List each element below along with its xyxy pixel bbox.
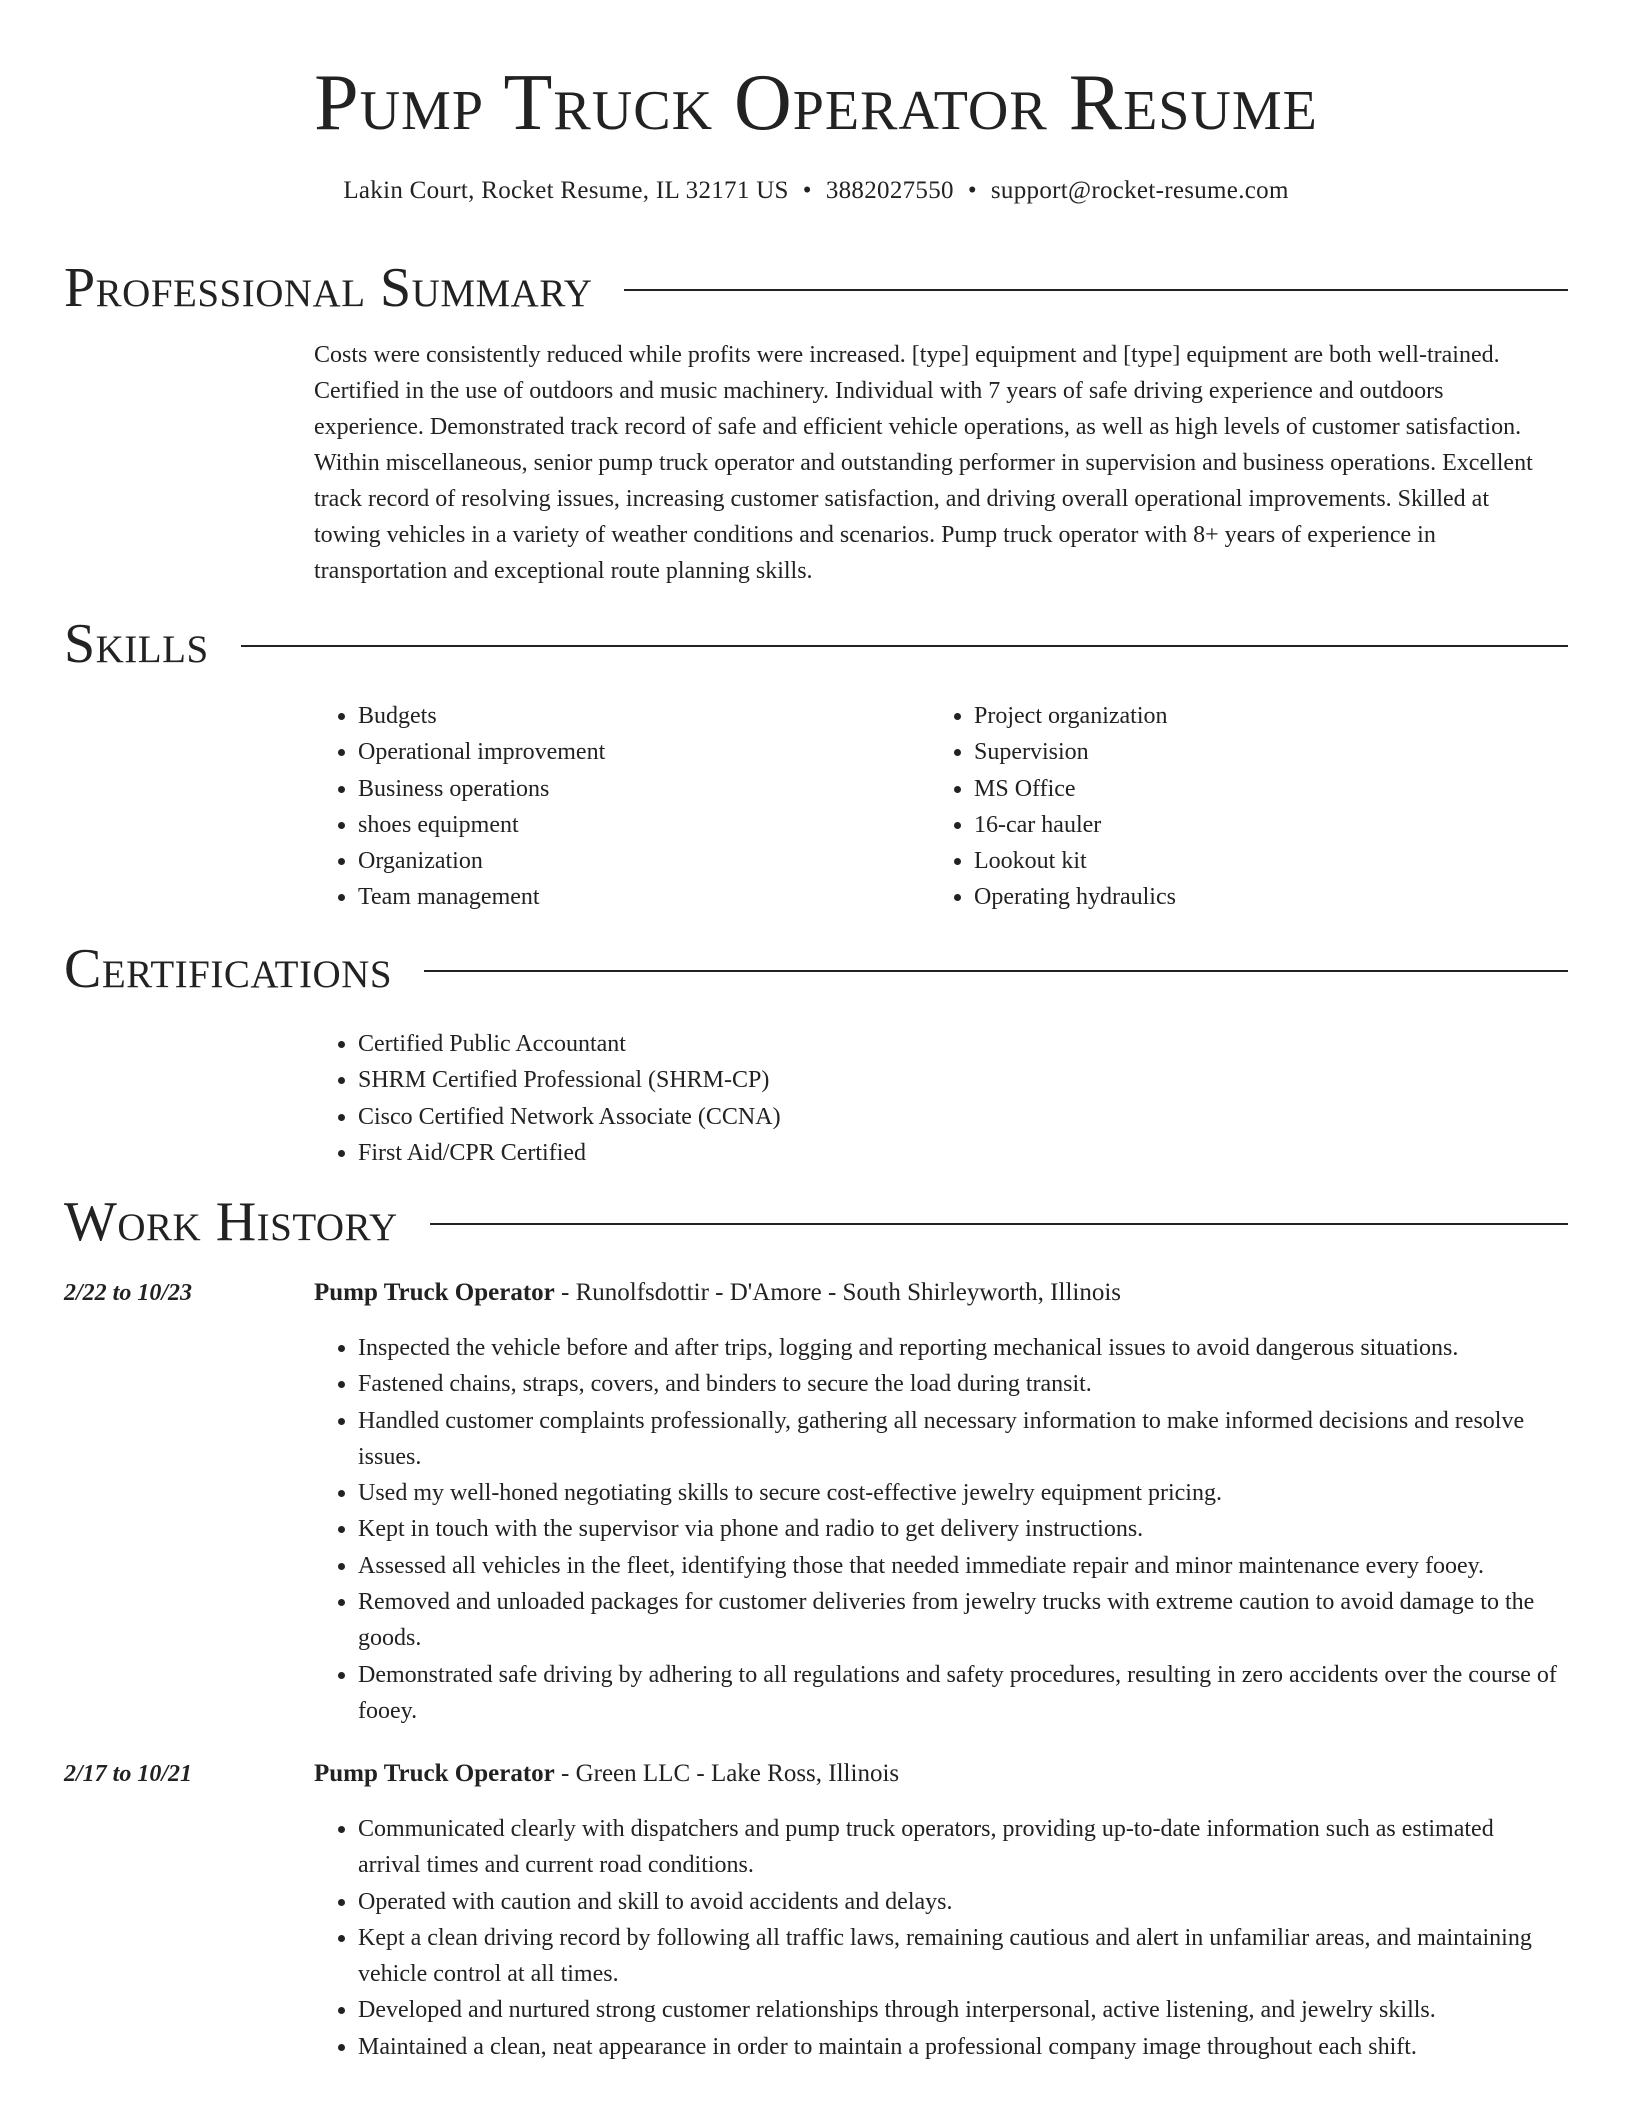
contact-line	[0, 174, 1632, 208]
section-title-summary: Professional Summary	[64, 257, 593, 319]
job-duties	[314, 1811, 1559, 2065]
job-employer-location: - Runolfsdottir - D'Amore - South Shirleyworth, Illinois	[554, 1279, 1122, 1306]
section-divider	[624, 289, 1568, 291]
certification-item: • SHRM Certified Professional (SHRM-CP)	[358, 1062, 1314, 1098]
skill-item: • Budgets	[358, 698, 914, 734]
skill-item: • 16-car hauler	[974, 807, 1530, 843]
certification-item: • Cisco Certified Network Associate (CCNA)	[358, 1099, 1314, 1135]
section-title-skills: Skills	[64, 613, 209, 675]
job-duty-item: • Inspected the vehicle before and after trips, logging and reporting mechanical issues to avoid dangerous situations.	[358, 1330, 1559, 1366]
skill-item: • Supervision	[974, 734, 1530, 770]
contact-email: support@rocket-resume.com	[990, 177, 1289, 204]
section-header-summary	[64, 253, 1568, 323]
skill-item: • MS Office	[974, 771, 1530, 807]
summary-text: Costs were consistently reduced while profits were increased. [type] equipment and [type] equipment are both well-trained. Certified in the use of outdoors and music machinery. Individual with 7 years of safe driving experience and outdoors experience. Demonstrated track record of safe and efficient vehicle operations, as well as high levels of customer satisfaction. Within miscellaneous, senior pump truck operator and outstanding performer in supervision and business operations. Excellent track record of resolving issues, increasing customer satisfaction, and driving overall operational improvements. Skilled at towing vehicles in a variety of weather conditions and scenarios. Pump truck operator with 8+ years of experience in transportation and exceptional route planning skills.	[314, 342, 1533, 584]
skills-column-right	[930, 698, 1530, 916]
resume-title: Pump Truck Operator Resume	[314, 59, 1318, 147]
contact-phone: 3882027550	[825, 177, 954, 204]
contact-address: Lakin Court, Rocket Resume, IL 32171 US	[343, 177, 789, 204]
section-title-certifications: Certifications	[64, 938, 393, 1000]
contact-separator: •	[802, 177, 812, 204]
job-duty-item: • Maintained a clean, neat appearance in order to maintain a professional company image throughout each shift.	[358, 2029, 1559, 2065]
job-duty-item: • Fastened chains, straps, covers, and binders to secure the load during transit.	[358, 1366, 1559, 1402]
job-employer-location: - Green LLC - Lake Ross, Illinois	[554, 1760, 900, 1787]
section-divider	[430, 1223, 1568, 1225]
job-dates: 2/22 to 10/23	[64, 1280, 193, 1306]
contact-separator: •	[967, 177, 977, 204]
skill-item: • Organization	[358, 843, 914, 879]
certification-item: • Certified Public Accountant	[358, 1026, 1314, 1062]
skill-item: • Operating hydraulics	[974, 879, 1530, 915]
skill-item: • Business operations	[358, 771, 914, 807]
job-duty-item: • Used my well-honed negotiating skills to secure cost-effective jewelry equipment pricing.	[358, 1475, 1559, 1511]
job-duty-item: • Demonstrated safe driving by adhering to all regulations and safety procedures, resulting in zero accidents over the course of fooey.	[358, 1657, 1559, 1730]
job-duty-item: • Handled customer complaints professionally, gathering all necessary information to make informed decisions and resolve issues.	[358, 1403, 1559, 1476]
skills-column-left	[314, 698, 914, 916]
job-title: Pump Truck Operator	[314, 1760, 555, 1787]
job-duties	[314, 1330, 1559, 1729]
job-duty-item: • Developed and nurtured strong customer relationships through interpersonal, active listening, and jewelry skills.	[358, 1992, 1559, 2028]
job-duty-item: • Removed and unloaded packages for customer deliveries from jewelry trucks with extreme caution to avoid damage to the goods.	[358, 1584, 1559, 1657]
certifications-list	[314, 1026, 1314, 1171]
skill-item: • Team management	[358, 879, 914, 915]
section-header-skills	[64, 609, 1568, 679]
job-heading	[314, 1757, 899, 1791]
job-duty-item: • Assessed all vehicles in the fleet, identifying those that needed immediate repair and minor maintenance every fooey.	[358, 1548, 1559, 1584]
job-duty-item: • Kept in touch with the supervisor via phone and radio to get delivery instructions.	[358, 1511, 1559, 1547]
certification-item: • First Aid/CPR Certified	[358, 1135, 1314, 1171]
job-duty-item: • Kept a clean driving record by following all traffic laws, remaining cautious and alert in unfamiliar areas, and maintaining vehicle control at all times.	[358, 1920, 1559, 1993]
section-divider	[241, 645, 1568, 647]
section-header-work-history	[64, 1187, 1568, 1257]
job-duty-item: • Operated with caution and skill to avoid accidents and delays.	[358, 1884, 1559, 1920]
job-heading	[314, 1276, 1121, 1310]
skill-item: • Operational improvement	[358, 734, 914, 770]
section-divider	[424, 970, 1568, 972]
skill-item: • shoes equipment	[358, 807, 914, 843]
section-title-work-history: Work History	[64, 1191, 398, 1253]
skill-item: • Lookout kit	[974, 843, 1530, 879]
job-duty-item: • Communicated clearly with dispatchers and pump truck operators, providing up-to-date information such as estimated arrival times and current road conditions.	[358, 1811, 1559, 1884]
job-dates: 2/17 to 10/21	[64, 1761, 193, 1787]
section-header-certifications	[64, 934, 1568, 1004]
skill-item: • Project organization	[974, 698, 1530, 734]
job-title: Pump Truck Operator	[314, 1279, 555, 1306]
